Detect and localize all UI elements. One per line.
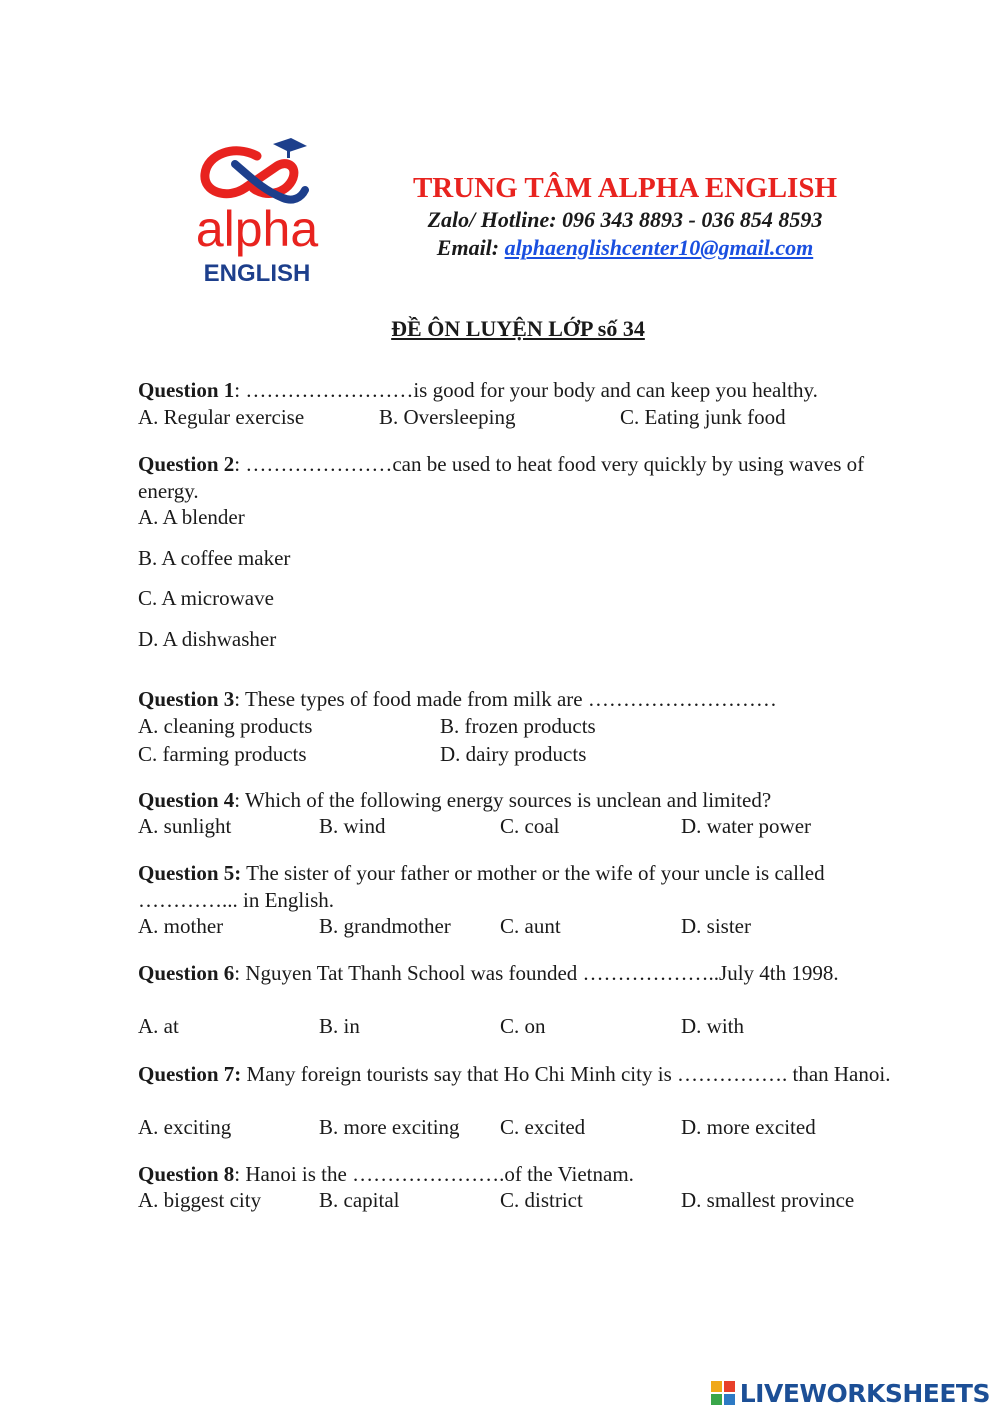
option-b[interactable]: B. grandmother	[319, 914, 451, 938]
question-8	[138, 1161, 908, 1188]
option-c[interactable]: C. on	[500, 1014, 546, 1038]
option-d[interactable]: D. dairy products	[440, 742, 587, 766]
question-6	[138, 960, 878, 987]
question-text: Many foreign tourists say that Ho Chi Minh city is ……………. than Hanoi.	[241, 1062, 891, 1086]
hotline-text: Zalo/ Hotline: 096 343 8893 - 036 854 8593	[427, 207, 823, 232]
question-1	[138, 377, 908, 404]
option-c[interactable]: C. Eating junk food	[620, 405, 786, 429]
option-d[interactable]: D. sister	[681, 914, 751, 938]
option-a[interactable]: A. A blender	[138, 505, 245, 529]
question-text: The sister of your father or mother or the wife of your uncle is called …………... in English.	[138, 861, 825, 912]
option-b[interactable]: B. A coffee maker	[138, 546, 291, 570]
option-b[interactable]: B. capital	[319, 1188, 400, 1212]
option-c[interactable]: C. A microwave	[138, 586, 274, 610]
option-d[interactable]: D. water power	[681, 814, 812, 838]
question-text: : These types of food made from milk are ………………………	[234, 687, 777, 711]
question-text: : Nguyen Tat Thanh School was founded ………………..July 4th 1998.	[234, 961, 839, 985]
option-c[interactable]: C. excited	[500, 1115, 586, 1139]
option-d[interactable]: D. more excited	[681, 1115, 816, 1139]
question-label: Question 4	[138, 788, 235, 812]
option-d[interactable]: D. with	[681, 1014, 744, 1038]
option-b[interactable]: B. Oversleeping	[379, 405, 516, 429]
option-a[interactable]: A. mother	[138, 914, 224, 938]
center-title: TRUNG TÂM ALPHA ENGLISH	[412, 172, 838, 204]
question-text: : Which of the following energy sources is unclean and limited?	[234, 788, 772, 812]
question-text: : …………………can be used to heat food very quickly by using waves of energy.	[138, 452, 865, 503]
question-5	[138, 860, 868, 914]
question-label: Question 5:	[138, 861, 242, 885]
option-a[interactable]: A. sunlight	[138, 814, 232, 838]
option-a[interactable]: A. biggest city	[138, 1188, 262, 1212]
option-b[interactable]: B. in	[319, 1014, 360, 1038]
liveworksheets-brand: LIVEWORKSHEETS	[739, 1378, 990, 1408]
email-link[interactable]: alphaenglishcenter10@gmail.com	[504, 235, 814, 260]
option-b[interactable]: B. frozen products	[440, 714, 596, 738]
email-label: Email:	[436, 235, 505, 260]
option-d[interactable]: D. smallest province	[681, 1188, 855, 1212]
option-a[interactable]: A. exciting	[138, 1115, 232, 1139]
question-4	[138, 787, 908, 814]
question-label: Question 7:	[138, 1062, 242, 1086]
option-c[interactable]: C. farming products	[138, 742, 307, 766]
option-c[interactable]: C. district	[500, 1188, 583, 1212]
question-label: Question 2	[138, 452, 235, 476]
question-label: Question 3	[138, 687, 235, 711]
option-a[interactable]: A. Regular exercise	[138, 405, 305, 429]
liveworksheets-icon	[710, 1380, 736, 1406]
logo-text: alpha	[195, 201, 319, 257]
option-a[interactable]: A. cleaning products	[138, 714, 313, 738]
question-7	[138, 1061, 898, 1088]
logo-subtext: ENGLISH	[203, 260, 311, 287]
option-c[interactable]: C. aunt	[500, 914, 561, 938]
question-3	[138, 686, 908, 713]
question-text: : ……………………is good for your body and can keep you healthy.	[234, 378, 818, 402]
document-title: ĐỀ ÔN LUYỆN LỚP số 34	[391, 316, 645, 341]
question-text: : Hanoi is the ………………….of the Vietnam.	[234, 1162, 634, 1186]
question-label: Question 1	[138, 378, 235, 402]
option-a[interactable]: A. at	[138, 1014, 179, 1038]
question-label: Question 6	[138, 961, 235, 985]
question-2	[138, 451, 878, 505]
email-line	[380, 235, 870, 261]
option-d[interactable]: D. A dishwasher	[138, 627, 277, 651]
option-c[interactable]: C. coal	[500, 814, 560, 838]
option-b[interactable]: B. more exciting	[319, 1115, 460, 1139]
option-b[interactable]: B. wind	[319, 814, 386, 838]
alpha-english-logo	[165, 118, 350, 303]
question-label: Question 8	[138, 1162, 235, 1186]
liveworksheets-badge[interactable]	[710, 1378, 990, 1408]
